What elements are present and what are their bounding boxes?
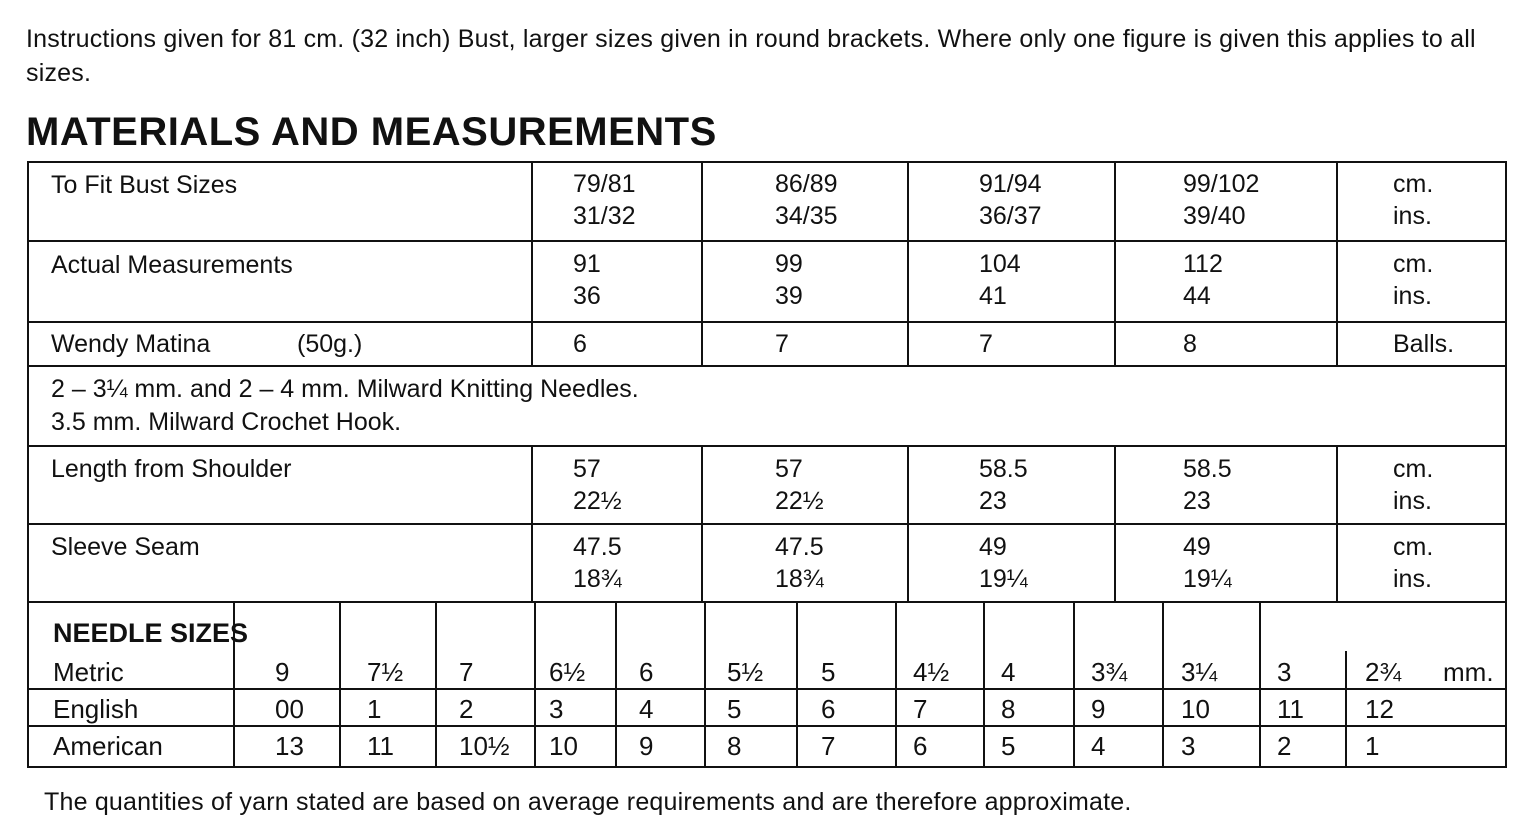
row-divider [29,240,1507,242]
needle-metric-value: 2¾ [1365,657,1402,687]
metric-unit: mm. [1443,657,1494,687]
actual-size-2: 99 39 [775,250,803,310]
sleeve-units: cm. ins. [1393,533,1434,593]
needle-col-divider [796,601,798,651]
col-divider [907,445,909,601]
row-divider [29,445,1507,447]
needle-metric-value: 7½ [367,657,404,687]
yarn-weight: (50g.) [297,330,363,358]
bust-size-1: 79/81 31/32 [573,170,636,230]
actual-size-1: 91 36 [573,250,601,310]
needle-american-value: 10½ [459,731,510,761]
row-divider [29,725,1507,727]
needle-american-value: 9 [639,731,654,761]
length-size-3: 58.5 23 [979,455,1028,515]
needle-metric-value: 4 [1001,657,1016,687]
sleeve-label: Sleeve Seam [51,533,200,561]
needle-english-value: 2 [459,694,474,724]
yarn-label: Wendy Matina [51,330,211,358]
yarn-balls-1: 6 [573,330,587,358]
needle-metric-value: 7 [459,657,474,687]
row-divider [29,321,1507,323]
needle-metric-value: 5 [821,657,836,687]
needle-col-divider [1259,601,1261,651]
needle-english-value: 10 [1181,694,1210,724]
intro-text: Instructions given for 81 cm. (32 inch) Bust, larger sizes given in round brackets. Where only one figure is given this applies to all sizes. [26,25,1476,87]
needle-english-value: 6 [821,694,836,724]
col-divider [1336,163,1338,365]
needle-col-divider [1162,601,1164,651]
needle-american-value: 3 [1181,731,1196,761]
yarn-balls-2: 7 [775,330,789,358]
footer-note: The quantities of yarn stated are based on average requirements and are therefore approximate. [44,788,1132,816]
needle-col-divider [534,601,536,768]
needle-metric-value: 6 [639,657,654,687]
yarn-balls-4: 8 [1183,330,1197,358]
bust-units: cm. ins. [1393,170,1434,230]
needle-american-value: 11 [367,731,394,761]
sleeve-size-4: 49 19¼ [1183,533,1232,593]
bust-size-3: 91/94 36/37 [979,170,1042,230]
needle-col-divider [1345,651,1347,768]
needle-col-divider [983,651,985,768]
actual-size-3: 104 41 [979,250,1021,310]
needle-col-divider [1259,651,1261,768]
bust-size-2: 86/89 34/35 [775,170,838,230]
col-divider [1114,445,1116,601]
needle-american-value: 1 [1365,731,1380,761]
needle-english-value: 9 [1091,694,1106,724]
row-divider [29,365,1507,367]
actual-size-4: 112 44 [1183,250,1223,310]
needle-american-value: 5 [1001,731,1016,761]
needle-metric-value: 3¼ [1181,657,1218,687]
needle-english-value: 11 [1277,694,1304,724]
needle-american-value: 8 [727,731,742,761]
needle-col-divider [615,651,617,768]
needle-metric-value: 9 [275,657,290,687]
needle-col-divider [1162,651,1164,768]
length-units: cm. ins. [1393,455,1434,515]
needle-american-value: 10 [549,731,578,761]
needle-col-divider [339,651,341,768]
actual-units: cm. ins. [1393,250,1434,310]
col-divider [531,163,533,365]
crochet-hook-note: 3.5 mm. Milward Crochet Hook. [51,408,402,436]
needle-english-value: 12 [1365,694,1394,724]
col-divider [907,163,909,365]
needle-english-value: 4 [639,694,654,724]
american-row-label: American [53,731,163,761]
needle-col-divider [233,601,235,768]
knitting-needles-note: 2 – 3¼ mm. and 2 – 4 mm. Milward Knitting Needles. [51,375,639,403]
needle-english-value: 3 [549,694,564,724]
needle-metric-value: 5½ [727,657,764,687]
needle-col-divider [435,601,437,651]
length-label: Length from Shoulder [51,455,292,483]
col-divider [1336,445,1338,601]
row-divider [29,601,1507,603]
col-divider [531,445,533,601]
yarn-balls-3: 7 [979,330,993,358]
needle-metric-value: 3 [1277,657,1292,687]
needle-col-divider [435,651,437,768]
needle-metric-value: 6½ [549,657,586,687]
length-size-1: 57 22½ [573,455,622,515]
needle-english-value: 00 [275,694,304,724]
needle-american-value: 6 [913,731,928,761]
sleeve-size-1: 47.5 18¾ [573,533,622,593]
needle-col-divider [339,601,341,651]
metric-row-label: Metric [53,657,124,687]
bust-label: To Fit Bust Sizes [51,171,238,199]
needle-american-value: 4 [1091,731,1106,761]
needle-english-value: 5 [727,694,742,724]
needle-sizes-title: NEEDLE SIZES [53,618,249,648]
col-divider [701,445,703,601]
row-divider [29,688,1507,690]
needle-col-divider [796,651,798,768]
needle-american-value: 2 [1277,731,1292,761]
col-divider [1114,163,1116,365]
needle-col-divider [983,601,985,651]
needle-english-value: 1 [367,694,382,724]
needle-col-divider [895,601,897,768]
needle-col-divider [615,601,617,651]
english-row-label: English [53,694,139,724]
needle-american-value: 13 [275,731,304,761]
needle-english-value: 8 [1001,694,1016,724]
needle-english-value: 7 [913,694,928,724]
length-size-4: 58.5 23 [1183,455,1232,515]
actual-label: Actual Measurements [51,251,293,279]
sleeve-size-2: 47.5 18¾ [775,533,824,593]
measurements-table [27,161,1507,768]
needle-col-divider [1073,601,1075,768]
needle-metric-value: 4½ [913,657,950,687]
needle-metric-value: 3¾ [1091,657,1128,687]
needle-american-value: 7 [821,731,836,761]
yarn-unit: Balls. [1393,330,1455,358]
needle-col-divider [704,601,706,768]
bust-size-4: 99/102 39/40 [1183,170,1260,230]
row-divider [29,523,1507,525]
sleeve-size-3: 49 19¼ [979,533,1028,593]
section-heading: MATERIALS AND MEASUREMENTS [26,110,717,154]
col-divider [701,163,703,365]
length-size-2: 57 22½ [775,455,824,515]
